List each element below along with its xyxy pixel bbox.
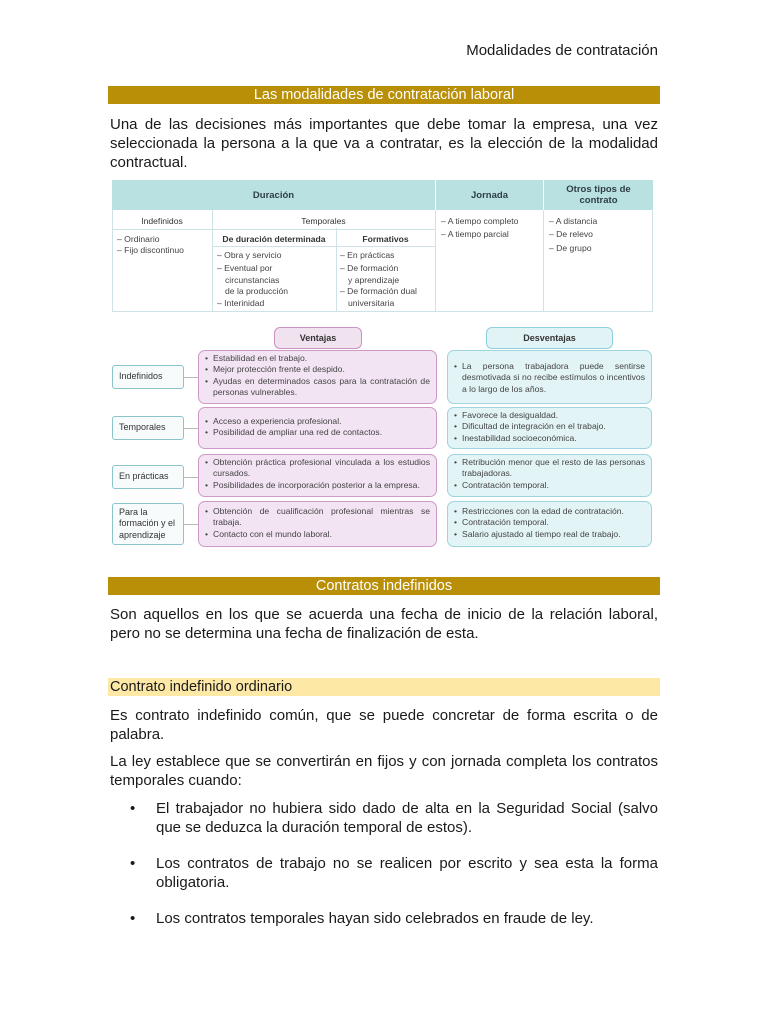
table-divider	[112, 229, 435, 230]
section-title-modalidades: Las modalidades de contratación laboral	[108, 86, 660, 104]
row-label-formacion-aprendizaje: Para la formación y el aprendizaje	[112, 503, 184, 545]
table-item: – A tiempo completo	[441, 216, 519, 226]
table-cell-duracion-determinada	[217, 250, 288, 309]
table-item: de la producción	[225, 286, 289, 297]
row-label-indefinidos: Indefinidos	[112, 365, 184, 389]
table-header-jornada: Jornada	[436, 180, 543, 210]
table-subheader-temporales: Temporales	[301, 216, 346, 226]
table-item: – De formación	[340, 263, 399, 274]
bullet-icon: •	[130, 910, 136, 927]
table-header-otros: Otros tipos de contrato	[544, 180, 653, 210]
list-item: • Retribución menor que el resto de las personas trabajadoras.	[454, 457, 645, 480]
list-item: • Ayudas en determinados casos para la contratación de personas vulnerables.	[205, 376, 430, 399]
table-cell-otros	[549, 216, 597, 254]
list-item: • Estabilidad en el trabajo.	[205, 353, 430, 364]
desventajas-box-temporales	[447, 407, 652, 449]
ventajas-box-formacion	[198, 501, 437, 547]
table-item: circunstancias	[225, 274, 280, 285]
table-divider	[435, 210, 436, 312]
table-item: – De formación dual	[340, 286, 417, 297]
ventajas-box-temporales	[198, 407, 437, 449]
contract-types-table	[112, 180, 653, 312]
list-item: • La persona trabajadora puede sentirse desmotivada si no recibe estímulos o incentivos a lo largo de los años.	[454, 361, 645, 395]
table-item: – Interinidad	[217, 297, 265, 308]
row-label-temporales: Temporales	[112, 416, 184, 440]
subsection-paragraph-2: La ley establece que se convertirán en fijos y con jornada completa los contratos temporales cuando:	[110, 753, 658, 789]
list-item: • Mejor protección frente el despido.	[205, 364, 430, 375]
desventajas-pill: Desventajas	[486, 327, 613, 349]
list-item: • Posibilidad de ampliar una red de contactos.	[205, 427, 430, 438]
list-item: • Salario ajustado al tiempo real de trabajo.	[454, 529, 645, 540]
table-subheader-formativos: Formativos	[362, 234, 409, 244]
list-item: • Inestabilidad socioeconómica.	[454, 433, 645, 444]
table-item: – En prácticas	[340, 250, 395, 260]
table-item: – A tiempo parcial	[441, 229, 509, 240]
desventajas-box-en-practicas	[447, 454, 652, 497]
bullet-icon: •	[130, 855, 136, 872]
table-cell-indefinidos	[117, 234, 184, 257]
ventajas-pill: Ventajas	[274, 327, 362, 349]
section-title-contratos-indefinidos: Contratos indefinidos	[108, 577, 660, 595]
list-item: • Posibilidades de incorporación posterior a la empresa.	[205, 480, 430, 491]
connector-line	[184, 428, 198, 429]
connector-line	[184, 524, 198, 525]
subsection-paragraph-1: Es contrato indefinido común, que se puede concretar de forma escrita o de palabra.	[110, 707, 658, 743]
table-item: – Obra y servicio	[217, 250, 282, 260]
table-item: – Ordinario	[117, 234, 160, 244]
list-item-text: Los contratos de trabajo no se realicen por escrito y sea esta la forma obligatoria.	[156, 855, 658, 891]
table-subheader-duracion-determinada: De duración determinada	[222, 234, 326, 244]
table-cell-jornada	[441, 216, 518, 241]
ventajas-box-indefinidos	[198, 350, 437, 404]
table-header-duracion: Duración	[112, 180, 435, 210]
list-item-text: Los contratos temporales hayan sido celebrados en fraude de ley.	[156, 910, 594, 927]
desventajas-box-indefinidos	[447, 350, 652, 404]
running-head: Modalidades de contratación	[466, 42, 658, 59]
table-divider	[543, 210, 544, 312]
connector-line	[184, 377, 198, 378]
table-divider	[652, 210, 653, 312]
table-item: – De relevo	[549, 229, 593, 240]
table-item: universitaria	[348, 297, 395, 308]
table-item: y aprendizaje	[348, 274, 400, 285]
row-label-en-practicas: En prácticas	[112, 465, 184, 489]
section2-paragraph: Son aquellos en los que se acuerda una fecha de inicio de la relación laboral, pero no se determina una fecha de finalización de esta.	[110, 606, 658, 642]
advantages-comparison	[112, 326, 653, 550]
list-item: • Contratación temporal.	[454, 517, 645, 528]
table-divider	[213, 246, 435, 247]
subsection-title: Contrato indefinido ordinario	[108, 678, 660, 696]
table-item: – Eventual por	[217, 263, 273, 274]
list-item: • Restricciones con la edad de contratación.	[454, 506, 645, 517]
desventajas-box-formacion	[447, 501, 652, 547]
list-item: • Obtención de cualificación profesional mientras se trabaja.	[205, 506, 430, 529]
table-subheader-indefinidos: Indefinidos	[141, 216, 183, 226]
list-item: • Acceso a experiencia profesional.	[205, 416, 430, 427]
list-item: • Favorece la desigualdad.	[454, 410, 645, 421]
table-item: – A distancia	[549, 216, 598, 226]
list-item: • Obtención práctica profesional vinculada a los estudios cursados.	[205, 457, 430, 480]
list-item: • Dificultad de integración en el trabajo.	[454, 421, 645, 432]
list-item: • Contratación temporal.	[454, 480, 645, 491]
table-divider	[112, 311, 653, 312]
bullet-icon: •	[130, 800, 136, 817]
table-item: – Fijo discontinuo	[117, 245, 184, 256]
connector-line	[184, 477, 198, 478]
ventajas-box-en-practicas	[198, 454, 437, 497]
list-item: • Contacto con el mundo laboral.	[205, 529, 430, 540]
intro-paragraph: Una de las decisiones más importantes que debe tomar la empresa, una vez seleccionada la persona a la que va a contratar, es la elección de la modalidad contractual.	[110, 116, 658, 171]
table-item: – De grupo	[549, 242, 592, 253]
table-cell-formativos	[340, 250, 417, 309]
list-item-text: El trabajador no hubiera sido dado de alta en la Seguridad Social (salvo que se deduzca la duración temporal de estos).	[156, 800, 658, 836]
